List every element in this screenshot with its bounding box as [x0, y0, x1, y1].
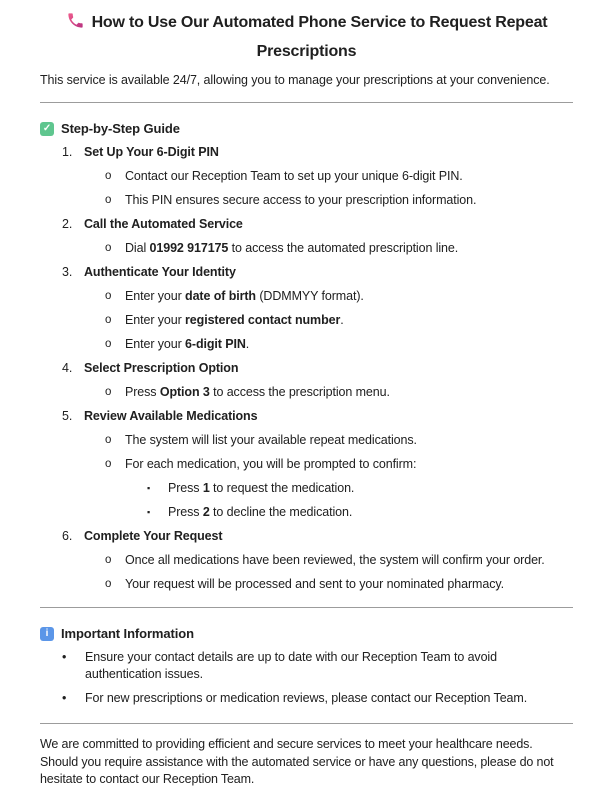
text-segment: Press [125, 385, 160, 399]
sub-bullet-text [125, 552, 545, 569]
sub-bullet-text [125, 432, 417, 449]
sub-bullet [105, 312, 573, 329]
text-segment: Press [168, 505, 203, 519]
step-item [62, 408, 573, 425]
closing-paragraph: We are committed to providing efficient and secure services to meet your healthcare needs. Should you require assistance with the automated service or have any questions, please do not hesitate to contact our Reception Team. [40, 737, 554, 786]
text-segment: The system will list your available repeat medications. [125, 433, 417, 447]
sub-bullet [105, 192, 573, 209]
text-segment: to access the prescription menu. [209, 385, 390, 399]
text-segment: Enter your [125, 337, 186, 351]
sub-bullet [105, 336, 573, 353]
step-title: Complete Your Request [84, 529, 223, 543]
text-segment: to decline the medication. [209, 505, 353, 519]
sub-bullet [105, 384, 573, 401]
list-item [62, 690, 573, 707]
text-segment: . [340, 313, 344, 327]
sub-bullet-text [125, 576, 504, 593]
sub-sub-bullet [147, 480, 573, 497]
bold-segment: Option 3 [159, 385, 210, 399]
info-bullet-list [40, 649, 573, 707]
bold-segment: 1 [202, 481, 210, 495]
text-segment: Enter your [125, 289, 186, 303]
sub-bullet-text [125, 384, 390, 401]
sub-bullet-text [125, 168, 463, 185]
step-item [62, 360, 573, 377]
step-title: Authenticate Your Identity [84, 265, 236, 279]
steps-list [40, 144, 573, 593]
circle-marker: o [105, 554, 112, 566]
sub-sub-bullet [147, 504, 573, 521]
circle-marker: o [105, 290, 112, 302]
sub-bullet [105, 456, 573, 473]
text-segment: Once all medications have been reviewed, the system will confirm your order. [125, 553, 545, 567]
step-title: Review Available Medications [84, 409, 258, 423]
bullet-marker: • [62, 691, 67, 705]
telephone-receiver-icon [66, 11, 85, 30]
sub-bullet-text [125, 192, 476, 209]
bold-segment: 6-digit PIN [185, 337, 246, 351]
square-marker: ▪ [147, 507, 151, 517]
sub-bullet-text [125, 336, 249, 353]
sub-bullet [105, 288, 573, 305]
text-segment: For each medication, you will be prompted to confirm: [125, 457, 417, 471]
step-number: 3. [62, 265, 73, 279]
circle-marker: o [105, 578, 112, 590]
intro-paragraph: This service is available 24/7, allowing you to manage your prescriptions at your convenience. [40, 73, 550, 87]
step-number: 2. [62, 217, 73, 231]
text-segment: Press [168, 481, 203, 495]
sub-bullet [105, 576, 573, 593]
divider [40, 102, 573, 103]
info-bullet-text: For new prescriptions or medication reviews, please contact our Reception Team. [85, 691, 528, 705]
page-title-text: How to Use Our Automated Phone Service to Request Repeat Prescriptions [91, 14, 548, 60]
text-segment: Contact our Reception Team to set up your unique 6-digit PIN. [125, 169, 463, 183]
circle-marker: o [105, 242, 112, 254]
square-marker: ▪ [147, 483, 151, 493]
bullet-marker: • [62, 650, 67, 664]
step-title: Call the Automated Service [84, 217, 243, 231]
circle-marker: o [105, 458, 112, 470]
sub-bullet [105, 240, 573, 257]
sub-sub-bullet-text [168, 480, 354, 497]
circle-marker: o [105, 170, 112, 182]
step-number: 4. [62, 361, 73, 375]
sub-sub-bullet-text [168, 504, 352, 521]
circle-marker: o [105, 194, 112, 206]
divider [40, 607, 573, 608]
sub-bullet [105, 552, 573, 569]
circle-marker: o [105, 434, 112, 446]
text-segment: . [245, 337, 250, 351]
step-item [62, 216, 573, 233]
step-title: Set Up Your 6-Digit PIN [84, 145, 219, 159]
circle-marker: o [105, 386, 112, 398]
sub-bullet [105, 432, 573, 449]
text-segment: This PIN ensures secure access to your prescription information. [125, 193, 477, 207]
circle-marker: o [105, 314, 112, 326]
sub-bullet-text [125, 240, 458, 257]
page-title [40, 8, 573, 66]
sub-bullet-text [125, 312, 344, 329]
sub-bullet-text [125, 288, 364, 305]
information-icon: i [40, 627, 54, 641]
info-section-heading [40, 625, 573, 642]
step-number: 1. [62, 145, 73, 159]
circle-marker: o [105, 338, 112, 350]
step-number: 6. [62, 529, 73, 543]
text-segment: to access the automated prescription line. [228, 241, 459, 255]
text-segment: Dial [125, 241, 150, 255]
info-heading-text: Important Information [61, 626, 194, 641]
check-mark-icon: ✓ [40, 122, 54, 136]
steps-section-heading [40, 120, 573, 137]
bold-segment: 2 [202, 505, 210, 519]
bold-segment: date of birth [185, 289, 256, 303]
step-number: 5. [62, 409, 73, 423]
text-segment: to request the medication. [209, 481, 355, 495]
sub-bullet-text [125, 456, 416, 473]
text-segment: (DDMMYY format). [255, 289, 364, 303]
info-bullet-text: Ensure your contact details are up to date with our Reception Team to avoid authentication issues. [85, 650, 497, 681]
text-segment: Enter your [125, 313, 186, 327]
sub-bullet [105, 168, 573, 185]
step-item [62, 264, 573, 281]
list-item [62, 649, 573, 683]
step-title: Select Prescription Option [84, 361, 239, 375]
phone-number: 01992 917175 [149, 241, 229, 255]
steps-heading-text: Step-by-Step Guide [61, 121, 180, 136]
text-segment: Your request will be processed and sent to your nominated pharmacy. [125, 577, 504, 591]
step-item [62, 528, 573, 545]
step-item [62, 144, 573, 161]
divider [40, 723, 573, 724]
bold-segment: registered contact number [185, 313, 341, 327]
